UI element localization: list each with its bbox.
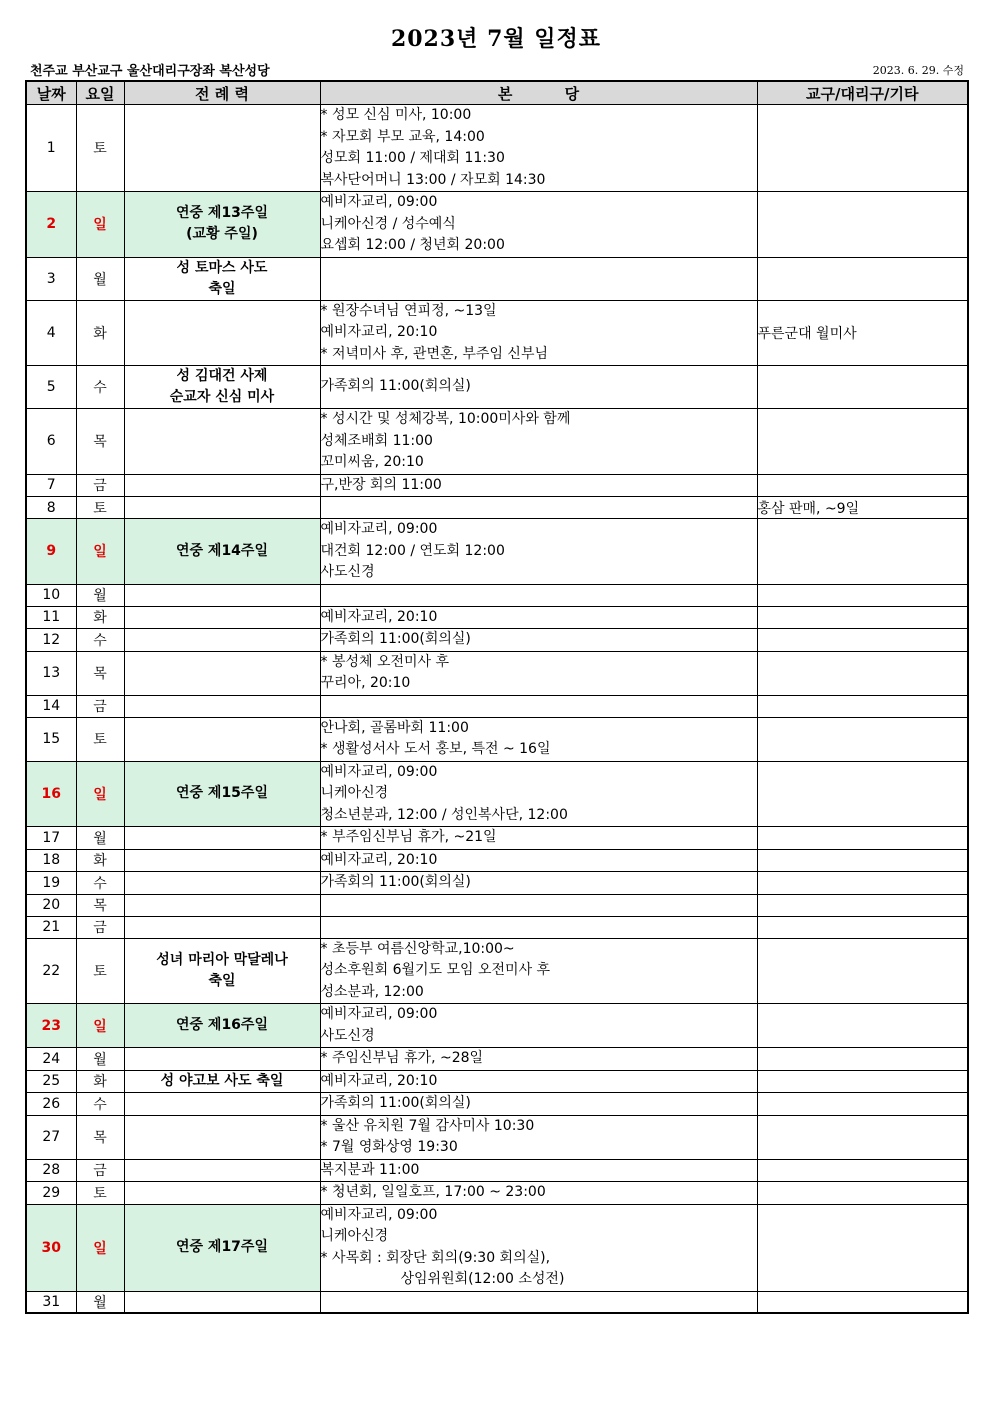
table-row (26, 300, 968, 366)
event-line: 예비자교리, 09:00 (320, 194, 438, 210)
diocese-events-cell (757, 105, 968, 192)
diocese-events-cell (757, 606, 968, 629)
liturgy-cell (124, 849, 320, 872)
parish-events-cell (320, 474, 757, 497)
parish-events-cell (320, 651, 757, 695)
date-cell: 21 (26, 916, 76, 938)
weekday-cell: 토 (76, 717, 124, 761)
date-cell: 27 (26, 1115, 76, 1159)
parish-events-cell (320, 606, 757, 629)
parish-events-cell (320, 1291, 757, 1313)
diocese-events-cell (757, 257, 968, 300)
table-row (26, 1093, 968, 1116)
date-cell: 19 (26, 872, 76, 895)
liturgy-line: 연중 제17주일 (176, 1239, 268, 1255)
event-line: 복지분과 11:00 (320, 1161, 420, 1178)
weekday-cell: 토 (76, 497, 124, 519)
liturgy-cell (124, 1070, 320, 1093)
parish-events-cell (320, 1070, 757, 1093)
event-line: 안나회, 골롬바회 11:00 (320, 719, 469, 736)
header-main: 본 당 (320, 81, 757, 105)
parish-events-cell (320, 827, 757, 850)
event-line: * 봉성체 오전미사 후 (320, 653, 450, 670)
event-line: * 울산 유치원 7월 감사미사 10:30 (320, 1117, 535, 1134)
date-cell: 7 (26, 474, 76, 497)
parish-events-cell (320, 1159, 757, 1182)
revision-date: 2023. 6. 29. 수정 (872, 64, 964, 77)
date-cell: 12 (26, 629, 76, 652)
diocese-events-cell (757, 1159, 968, 1182)
date-cell: 3 (26, 257, 76, 300)
weekday-cell: 목 (76, 1115, 124, 1159)
liturgy-line: 순교자 신심 미사 (169, 389, 275, 405)
date-cell: 17 (26, 827, 76, 850)
parish-events-cell (320, 257, 757, 300)
event-line: 성소후원회 6월기도 모임 오전미사 후 (320, 962, 551, 978)
weekday-cell: 금 (76, 695, 124, 717)
diocese-events-cell (757, 1115, 968, 1159)
weekday-cell: 월 (76, 584, 124, 606)
table-row (26, 1004, 968, 1048)
table-row (26, 409, 968, 475)
liturgy-cell (124, 1115, 320, 1159)
date-cell: 9 (26, 519, 76, 585)
weekday-cell: 금 (76, 916, 124, 938)
header-other: 교구/대리구/기타 (757, 81, 968, 105)
liturgy-cell (124, 257, 320, 300)
liturgy-cell (124, 366, 320, 409)
table-row (26, 916, 968, 938)
event-line: 예비자교리, 09:00 (320, 1206, 438, 1223)
liturgy-cell (124, 1291, 320, 1313)
liturgy-cell (124, 192, 320, 258)
event-line: 사도신경 (320, 1027, 375, 1044)
table-row (26, 827, 968, 850)
parish-events-cell (320, 894, 757, 916)
table-row (26, 894, 968, 916)
parish-events-cell (320, 584, 757, 606)
parish-events-cell (320, 497, 757, 519)
parish-events-cell (320, 1048, 757, 1071)
diocese-events-cell (757, 894, 968, 916)
liturgy-cell (124, 474, 320, 497)
diocese-events-cell (757, 827, 968, 850)
weekday-cell: 일 (76, 1204, 124, 1291)
date-cell: 29 (26, 1182, 76, 1205)
weekday-cell: 월 (76, 827, 124, 850)
date-cell: 31 (26, 1291, 76, 1313)
date-cell: 11 (26, 606, 76, 629)
event-line: 구,반장 회의 11:00 (320, 476, 442, 493)
liturgy-line: 성녀 마리아 막달레나 (156, 951, 288, 968)
parish-events-cell (320, 1115, 757, 1159)
liturgy-cell (124, 1004, 320, 1048)
event-line: 꼬미씨움, 20:10 (320, 454, 424, 470)
date-cell: 4 (26, 300, 76, 366)
date-cell: 2 (26, 192, 76, 258)
event-line: 사도신경 (320, 564, 375, 580)
date-cell: 6 (26, 409, 76, 475)
weekday-cell: 월 (76, 257, 124, 300)
weekday-cell: 일 (76, 1004, 124, 1048)
date-cell: 25 (26, 1070, 76, 1093)
event-line: * 원장수녀님 연피정, ~13일 (320, 302, 497, 319)
liturgy-line: 성 야고보 사도 축일 (160, 1072, 284, 1089)
parish-events-cell (320, 519, 757, 585)
liturgy-cell (124, 584, 320, 606)
diocese-events-cell (757, 717, 968, 761)
date-cell: 26 (26, 1093, 76, 1116)
event-line: 니케아신경 / 성수예식 (320, 215, 456, 232)
diocese-events-cell (757, 761, 968, 827)
liturgy-cell (124, 105, 320, 192)
weekday-cell: 일 (76, 761, 124, 827)
parish-name: 천주교 부산교구 울산대리구장좌 복산성당 (30, 64, 270, 79)
weekday-cell: 수 (76, 366, 124, 409)
diocese-events-cell (757, 584, 968, 606)
event-line: 가족회의 11:00(회의실) (320, 874, 471, 890)
header-day: 요일 (76, 81, 124, 105)
date-cell: 1 (26, 105, 76, 192)
liturgy-cell (124, 409, 320, 475)
diocese-events-cell (757, 1048, 968, 1071)
event-line: 꾸리아, 20:10 (320, 675, 411, 691)
header-row (26, 81, 968, 105)
event-line: 니케아신경 (320, 1228, 389, 1244)
schedule-body (26, 105, 968, 1314)
date-cell: 22 (26, 938, 76, 1004)
weekday-cell: 금 (76, 1159, 124, 1182)
date-cell: 16 (26, 761, 76, 827)
event-line: 가족회의 11:00(회의실) (320, 1095, 471, 1111)
event-line: 예비자교리, 20:10 (320, 851, 438, 868)
event-line: * 초등부 여름신앙학교,10:00~ (320, 940, 515, 957)
weekday-cell: 월 (76, 1291, 124, 1313)
diocese-events-cell (757, 916, 968, 938)
date-cell: 8 (26, 497, 76, 519)
table-row (26, 1291, 968, 1313)
parish-events-cell (320, 695, 757, 717)
liturgy-cell (124, 894, 320, 916)
parish-events-cell (320, 916, 757, 938)
diocese-events-cell: 홍삼 판매, ~9일 (757, 497, 968, 519)
weekday-cell: 화 (76, 300, 124, 366)
diocese-events-cell (757, 1291, 968, 1313)
header-liturgy: 전 례 력 (124, 81, 320, 105)
event-line: 성모회 11:00 / 제대회 11:30 (320, 150, 505, 166)
table-row (26, 761, 968, 827)
diocese-events-cell (757, 1070, 968, 1093)
liturgy-line: 축일 (208, 972, 236, 989)
table-row (26, 497, 968, 519)
liturgy-cell (124, 1204, 320, 1291)
table-row (26, 717, 968, 761)
weekday-cell: 목 (76, 409, 124, 475)
parish-events-cell (320, 1093, 757, 1116)
diocese-events-cell (757, 519, 968, 585)
parish-events-cell (320, 1004, 757, 1048)
diocese-events-cell (757, 1004, 968, 1048)
event-line: * 생활성서사 도서 홍보, 특전 ~ 16일 (320, 741, 551, 757)
table-row (26, 1204, 968, 1291)
header-date: 날짜 (26, 81, 76, 105)
table-row (26, 606, 968, 629)
parish-events-cell (320, 300, 757, 366)
date-cell: 15 (26, 717, 76, 761)
diocese-events-cell (757, 651, 968, 695)
liturgy-cell (124, 1182, 320, 1205)
weekday-cell: 목 (76, 651, 124, 695)
liturgy-cell (124, 717, 320, 761)
liturgy-cell (124, 497, 320, 519)
parish-events-cell (320, 629, 757, 652)
parish-events-cell (320, 105, 757, 192)
table-row (26, 1115, 968, 1159)
liturgy-cell (124, 938, 320, 1004)
date-cell: 30 (26, 1204, 76, 1291)
diocese-events-cell (757, 695, 968, 717)
event-line: 성체조배회 11:00 (320, 432, 433, 449)
weekday-cell: 금 (76, 474, 124, 497)
table-row (26, 849, 968, 872)
event-line: 가족회의 11:00(회의실) (320, 631, 471, 647)
parish-events-cell (320, 409, 757, 475)
weekday-cell: 화 (76, 1070, 124, 1093)
date-cell: 23 (26, 1004, 76, 1048)
weekday-cell: 목 (76, 894, 124, 916)
parish-events-cell (320, 366, 757, 409)
table-row (26, 366, 968, 409)
liturgy-line: 연중 제13주일 (176, 205, 268, 222)
weekday-cell: 수 (76, 872, 124, 895)
table-row (26, 1182, 968, 1205)
event-line: * 부주임신부님 휴가, ~21일 (320, 829, 497, 845)
table-row (26, 519, 968, 585)
table-row (26, 1070, 968, 1093)
table-row (26, 629, 968, 652)
liturgy-cell (124, 1093, 320, 1116)
date-cell: 18 (26, 849, 76, 872)
event-line: 예비자교리, 09:00 (320, 763, 438, 780)
parish-events-cell (320, 872, 757, 895)
event-line: 예비자교리, 20:10 (320, 324, 438, 340)
schedule-table (25, 80, 969, 1314)
event-line: * 주임신부님 휴가, ~28일 (320, 1050, 484, 1066)
event-line: 니케아신경 (320, 785, 389, 801)
event-line: 청소년분과, 12:00 / 성인복사단, 12:00 (320, 806, 568, 823)
event-line: * 성모 신심 미사, 10:00 (320, 107, 472, 123)
table-row (26, 872, 968, 895)
liturgy-cell (124, 519, 320, 585)
event-line: 요셉회 12:00 / 청년회 20:00 (320, 237, 505, 253)
diocese-events-cell (757, 1093, 968, 1116)
event-line: 예비자교리, 20:10 (320, 608, 438, 625)
weekday-cell: 수 (76, 629, 124, 652)
date-cell: 14 (26, 695, 76, 717)
liturgy-cell (124, 916, 320, 938)
diocese-events-cell (757, 849, 968, 872)
parish-events-cell (320, 192, 757, 258)
date-cell: 13 (26, 651, 76, 695)
weekday-cell: 일 (76, 192, 124, 258)
diocese-events-cell (757, 409, 968, 475)
date-cell: 20 (26, 894, 76, 916)
event-line: 가족회의 11:00(회의실) (320, 378, 471, 395)
liturgy-cell (124, 1159, 320, 1182)
table-row (26, 584, 968, 606)
event-line: 복사단어머니 13:00 / 자모회 14:30 (320, 171, 546, 188)
parish-events-cell (320, 761, 757, 827)
date-cell: 28 (26, 1159, 76, 1182)
liturgy-cell (124, 872, 320, 895)
event-line: * 저녁미사 후, 관면혼, 부주임 신부님 (320, 345, 548, 362)
table-row (26, 695, 968, 717)
event-line: 예비자교리, 09:00 (320, 521, 438, 537)
weekday-cell: 토 (76, 938, 124, 1004)
table-row (26, 257, 968, 300)
table-row (26, 474, 968, 497)
table-row (26, 105, 968, 192)
weekday-cell: 월 (76, 1048, 124, 1071)
liturgy-line: 연중 제14주일 (176, 542, 268, 559)
diocese-events-cell (757, 192, 968, 258)
event-line: 성소분과, 12:00 (320, 983, 424, 1000)
event-line: * 사목회 : 회장단 회의(9:30 회의실), (320, 1249, 551, 1266)
weekday-cell: 화 (76, 849, 124, 872)
liturgy-cell (124, 695, 320, 717)
liturgy-line: 성 김대건 사제 (176, 368, 268, 384)
date-cell: 5 (26, 366, 76, 409)
liturgy-line: 연중 제15주일 (176, 785, 268, 802)
diocese-events-cell (757, 629, 968, 652)
weekday-cell: 화 (76, 606, 124, 629)
parish-events-cell (320, 717, 757, 761)
table-row (26, 192, 968, 258)
liturgy-line: (교황 주일) (186, 226, 258, 243)
liturgy-cell (124, 629, 320, 652)
page-title: 2023년 7월 일정표 (390, 26, 602, 52)
parish-events-cell (320, 938, 757, 1004)
diocese-events-cell (757, 366, 968, 409)
event-line: 대건회 12:00 / 연도회 12:00 (320, 542, 505, 559)
table-row (26, 938, 968, 1004)
liturgy-line: 연중 제16주일 (176, 1017, 268, 1033)
diocese-events-cell (757, 1204, 968, 1291)
parish-events-cell (320, 1204, 757, 1291)
liturgy-cell (124, 606, 320, 629)
event-line: * 청년회, 일일호프, 17:00 ~ 23:00 (320, 1184, 546, 1200)
diocese-events-cell (757, 872, 968, 895)
date-cell: 10 (26, 584, 76, 606)
event-line: * 성시간 및 성체강복, 10:00미사와 함께 (320, 411, 571, 427)
weekday-cell: 토 (76, 1182, 124, 1205)
liturgy-cell (124, 761, 320, 827)
diocese-events-cell: 푸른군대 월미사 (757, 300, 968, 366)
liturgy-cell (124, 827, 320, 850)
diocese-events-cell (757, 1182, 968, 1205)
table-row (26, 651, 968, 695)
parish-events-cell (320, 1182, 757, 1205)
liturgy-line: 축일 (208, 280, 236, 297)
table-row (26, 1048, 968, 1071)
event-line: 상임위원회(12:00 소성전) (400, 1271, 565, 1287)
date-cell: 24 (26, 1048, 76, 1071)
table-row (26, 1159, 968, 1182)
weekday-cell: 토 (76, 105, 124, 192)
event-line: * 7월 영화상영 19:30 (320, 1139, 458, 1155)
event-line: 예비자교리, 09:00 (320, 1006, 438, 1022)
weekday-cell: 일 (76, 519, 124, 585)
liturgy-cell (124, 300, 320, 366)
event-line: * 자모회 부모 교육, 14:00 (320, 128, 485, 145)
parish-events-cell (320, 849, 757, 872)
liturgy-line: 성 토마스 사도 (176, 259, 268, 276)
diocese-events-cell (757, 938, 968, 1004)
event-line: 예비자교리, 20:10 (320, 1072, 438, 1089)
weekday-cell: 수 (76, 1093, 124, 1116)
liturgy-cell (124, 1048, 320, 1071)
diocese-events-cell (757, 474, 968, 497)
liturgy-cell (124, 651, 320, 695)
